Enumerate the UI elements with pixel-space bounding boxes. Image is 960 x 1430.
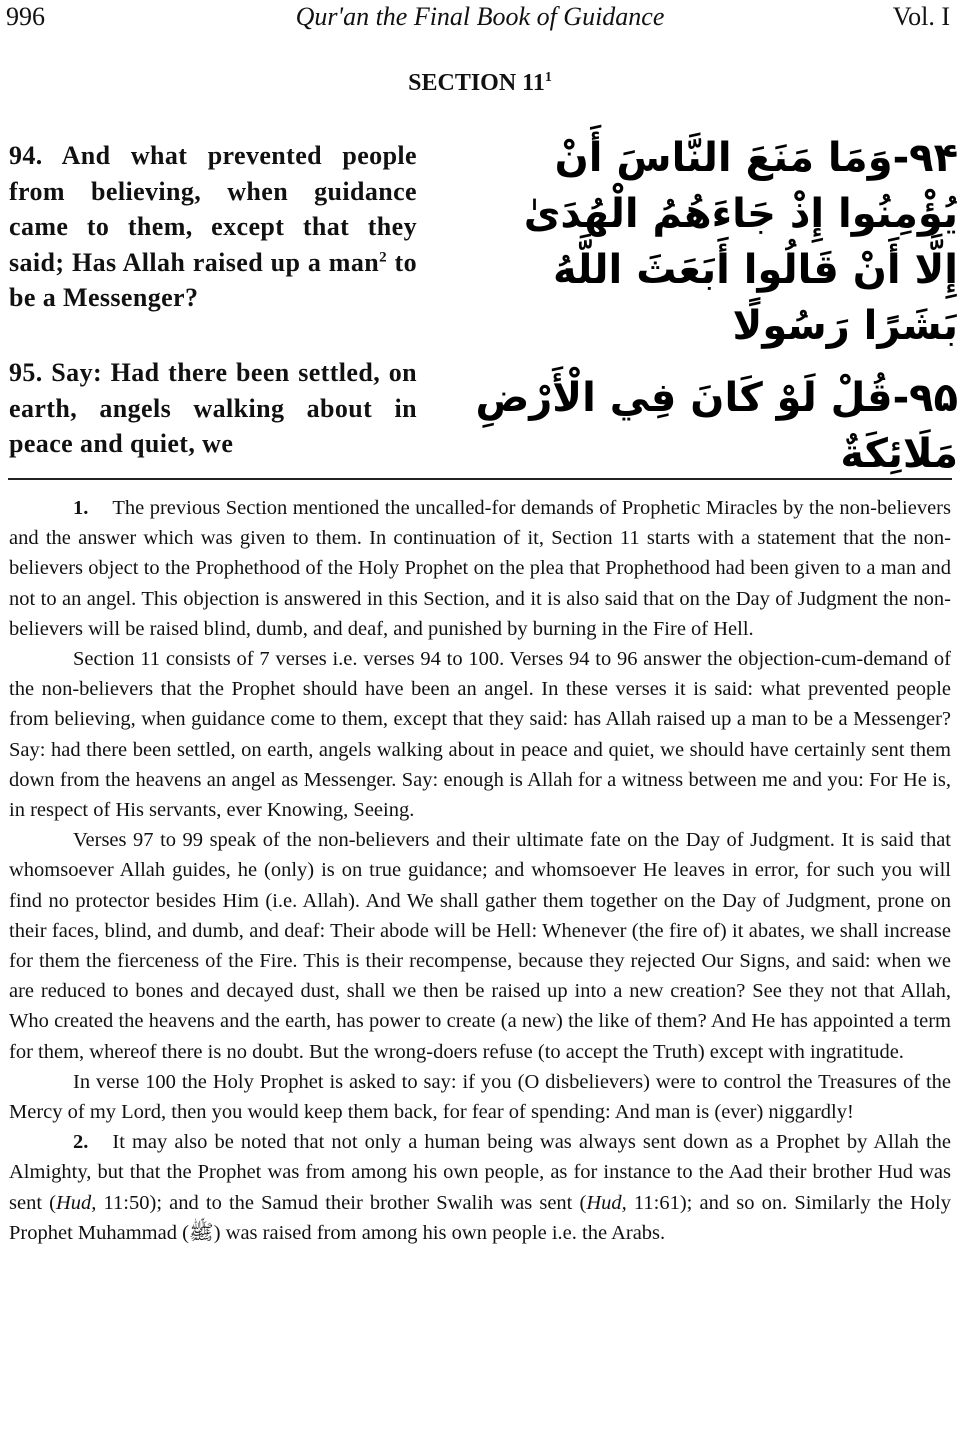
- note-1-text: The previous Section mentioned the uncalled-for demands of Prophetic Miracles by the non-believers and the answer which was given to them. In continuation of it, Section 11 starts with a statement that the non-believers object to the Prophethood of the Holy Prophet on the plea that Prophethood had been given to a man and not to an angel. This objection is answered in this Section, and it is also said that on the Day of Judgment the non-believers will be raised blind, dumb, and deaf, and punished by burning in the Fire of Hell.: [9, 497, 951, 640]
- verse-95-translation: 95. Say: Had there been settled, on earth, angels walking about in peace and quiet, we: [9, 358, 417, 458]
- note-2-text: It may also be noted that not only a human being was always sent down as a Prophet by Allah the Almighty, but that the Prophet was from among his own people, as for instance to the Aad their brother Hud was sent (: [9, 1131, 951, 1214]
- honorific-glyph: ﷺ: [188, 1221, 214, 1244]
- footnote-divider: [8, 478, 952, 480]
- note-1-paragraph-2: Section 11 consists of 7 verses i.e. verses 94 to 100. Verses 94 to 96 answer the objection-cum-demand of the non-believers that the Prophet should have been an angel. In these verses it is said: what prevented people from believing, when guidance come to them, except that they said: has Allah raised up a man to be a Messenger? Say: had there been settled, on earth, angels walking about in peace and quiet, we should have certainly sent them down from the heavens an angel as Messenger. Say: enough is Allah for a witness between me and you: For He is, in respect of His servants, ever Knowing, Seeing.: [9, 648, 951, 822]
- verse-95-arabic: ۹۵-قُلْ لَوْ كَانَ فِي الْأَرْضِ مَلَائِكَةٌ: [475, 375, 958, 477]
- page-number: 996: [6, 2, 45, 31]
- book-title: Qur'an the Final Book of Guidance: [295, 2, 665, 31]
- verse-94-text: 94. And what prevented people from believing, when guidance came to them, except that they said; Has Allah raised up a man: [9, 141, 417, 277]
- volume-label: Vol. I: [892, 2, 950, 31]
- note-2-number: 2.: [73, 1131, 89, 1154]
- note-1-paragraph-4: In verse 100 the Holy Prophet is asked to say: if you (O disbelievers) were to control the Treasures of the Mercy of my Lord, then you would keep them back, for fear of spending: And man is (ever) niggardly!: [9, 1070, 951, 1124]
- page-header: [0, 0, 960, 40]
- note-2-paragraph: [9, 1127, 951, 1248]
- footnotes: [9, 493, 951, 1248]
- section-heading: [0, 70, 960, 97]
- note-1-paragraph-3: Verses 97 to 99 speak of the non-believers and their ultimate fate on the Day of Judgment. It is said that whomsoever Allah guides, he (only) is on true guidance; and whomsoever He leaves in error, for such you will find no protector besides Him (i.e. Allah). And We shall gather them together on the Day of Judgment, prone on their faces, blind, and dumb, and deaf: Their abode will be Hell: Whenever (the fire of) it abates, we shall increase for them the fierceness of the Fire. This is their recompense, because they rejected Our Signs, and said: when we are reduced to bones and decayed dust, shall we then be raised up into a new creation? See they not that Allah, Who created the heavens and the earth, has power to create (a new) the like of them? And He has appointed a term for them, whereof there is no doubt. But the wrong-doers refuse (to accept the Truth) except with ingratitude.: [9, 829, 951, 1063]
- note-2-text-end: ) was raised from among his own people i.e. the Arabs.: [213, 1221, 666, 1244]
- note-1-number: 1.: [73, 497, 89, 519]
- section-footnote-ref: 1: [544, 70, 552, 85]
- verse-94-translation: [9, 138, 417, 316]
- verse-94-footnote-ref: 2: [379, 248, 388, 265]
- citation-1-ref: 11:50); and to the Samud their brother Swalih was sent (: [96, 1191, 587, 1214]
- citation-1-book: Hud,: [55, 1191, 97, 1214]
- section-title: SECTION 11: [408, 70, 545, 96]
- note-1-paragraph-1: [9, 493, 951, 644]
- citation-2-book: Hud,: [586, 1191, 627, 1214]
- verse-94-arabic: ۹۴-وَمَا مَنَعَ النَّاسَ أَنْ يُؤْمِنُوا إِذْ جَاءَهُمُ الْهُدَىٰ إِلَّا أَنْ قَالُوا أَبَعَثَ اللَّهُ بَشَرًا رَسُولًا: [523, 135, 958, 349]
- citation-2-ref: 11:61); and so on. Similarly the Holy Prophet Muhammad (: [9, 1191, 951, 1244]
- verse-94-text-end: to be a Messenger?: [9, 247, 417, 312]
